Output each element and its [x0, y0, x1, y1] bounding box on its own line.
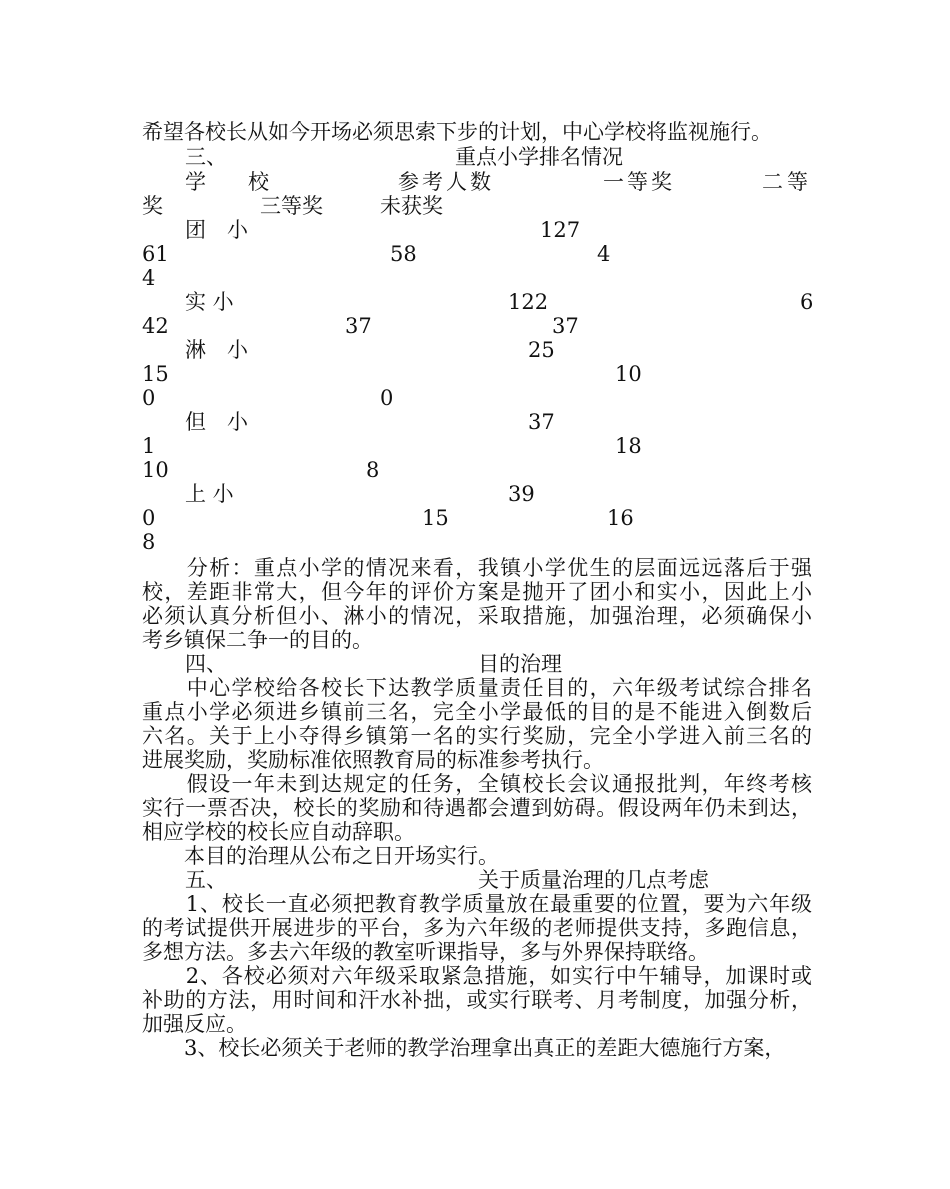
intro-line: 希望各校长从如今开场必须思索下步的计划，中心学校将监视施行。: [142, 120, 772, 144]
table-cell-first: 61: [142, 242, 169, 266]
table-row-school: 团 小: [185, 218, 248, 242]
header-first-prize: 一等奖: [603, 170, 675, 194]
table-row-school: 但 小: [185, 410, 248, 434]
paragraph-line: 假设一年未到达规定的任务，全镇校长会议通报批判，年终考核: [142, 772, 812, 796]
paragraph-line: 重点小学必须进乡镇前三名，完全小学最低的目的是不能进入倒数后: [142, 700, 812, 724]
table-cell-participants: 39: [508, 482, 535, 506]
table-cell-third: 10: [142, 458, 169, 482]
paragraph-line: 进展奖励，奖励标准依照教育局的标准参考执行。: [142, 748, 604, 772]
header-second-prize-2: 奖: [142, 194, 163, 218]
section5-number: 五、: [185, 868, 227, 892]
table-cell-none: 8: [366, 458, 380, 482]
table-cell-second: 42: [142, 314, 169, 338]
table-cell-participants: 25: [528, 338, 555, 362]
table-row-school: 淋 小: [185, 338, 248, 362]
table-cell-second: 18: [615, 434, 642, 458]
analysis-line: 必须认真分析但小、淋小的情况，采取措施，加强治理，必须确保小: [142, 604, 812, 628]
header-participants: 参考人数: [398, 170, 494, 194]
table-cell-first: 15: [142, 362, 169, 386]
paragraph-line: 1、校长一直必须把教育教学质量放在最重要的位置，要为六年级: [142, 892, 812, 916]
section4-number: 四、: [185, 652, 227, 676]
paragraph-line: 3、校长必须关于老师的教学治理拿出真正的差距大德施行方案，: [142, 1036, 786, 1060]
analysis-line: 校，差距非常大，但今年的评价方案是抛开了团小和实小，因此上小: [142, 580, 812, 604]
header-no-prize: 未获奖: [380, 194, 443, 218]
table-cell-participants: 127: [540, 218, 581, 242]
table-cell-none: 0: [380, 386, 394, 410]
table-cell-none: 37: [552, 314, 579, 338]
paragraph-line: 实行一票否决，校长的奖励和待遇都会遭到妨碍。假设两年仍未到达，: [142, 796, 812, 820]
paragraph-line: 加强反应。: [142, 1012, 247, 1036]
header-second-prize-1: 二等: [762, 170, 812, 194]
paragraph-line: 六名。关于上小夺得乡镇第一名的实行奖励，完全小学进入前三名的: [142, 724, 812, 748]
table-cell-participants: 122: [508, 290, 549, 314]
table-cell-second: 15: [422, 506, 449, 530]
paragraph-line: 多想方法。多去六年级的教室听课指导，多与外界保持联络。: [142, 940, 709, 964]
table-cell-none: 8: [142, 530, 156, 554]
header-third-prize: 三等奖: [260, 194, 323, 218]
analysis-line: 分析：重点小学的情况来看，我镇小学优生的层面远远落后于强: [142, 556, 812, 580]
table-cell-third: 4: [597, 242, 611, 266]
table-cell-third: 37: [345, 314, 372, 338]
paragraph-line: 本目的治理从公布之日开场实行。: [142, 844, 499, 868]
section5-heading: 关于质量治理的几点考虑: [478, 868, 709, 892]
paragraph-line: 相应学校的校长应自动辞职。: [142, 820, 415, 844]
table-cell-first: 6: [800, 290, 814, 314]
header-school: 学 校: [185, 170, 269, 194]
paragraph-line: 2、各校必须对六年级采取紧急措施，如实行中午辅导，加课时或: [142, 964, 812, 988]
table-cell-second: 10: [615, 362, 642, 386]
paragraph-line: 补助的方法，用时间和汗水补拙，或实行联考、月考制度，加强分析，: [142, 988, 812, 1012]
table-cell-none: 4: [142, 266, 156, 290]
table-cell-participants: 37: [528, 410, 555, 434]
section3-number: 三、: [185, 145, 227, 169]
section4-heading: 目的治理: [478, 652, 562, 676]
table-cell-second: 58: [390, 242, 417, 266]
section3-heading: 重点小学排名情况: [455, 145, 623, 169]
paragraph-line: 中心学校给各校长下达教学质量责任目的，六年级考试综合排名: [142, 676, 812, 700]
table-cell-third: 16: [607, 506, 634, 530]
table-row-school: 上 小: [185, 482, 234, 506]
table-row-school: 实 小: [185, 290, 234, 314]
analysis-line: 考乡镇保二争一的目的。: [142, 628, 373, 652]
table-cell-first: 1: [142, 434, 156, 458]
table-cell-first: 0: [142, 506, 156, 530]
paragraph-line: 的考试提供开展进步的平台，多为六年级的老师提供支持，多跑信息，: [142, 916, 812, 940]
table-cell-third: 0: [142, 386, 156, 410]
